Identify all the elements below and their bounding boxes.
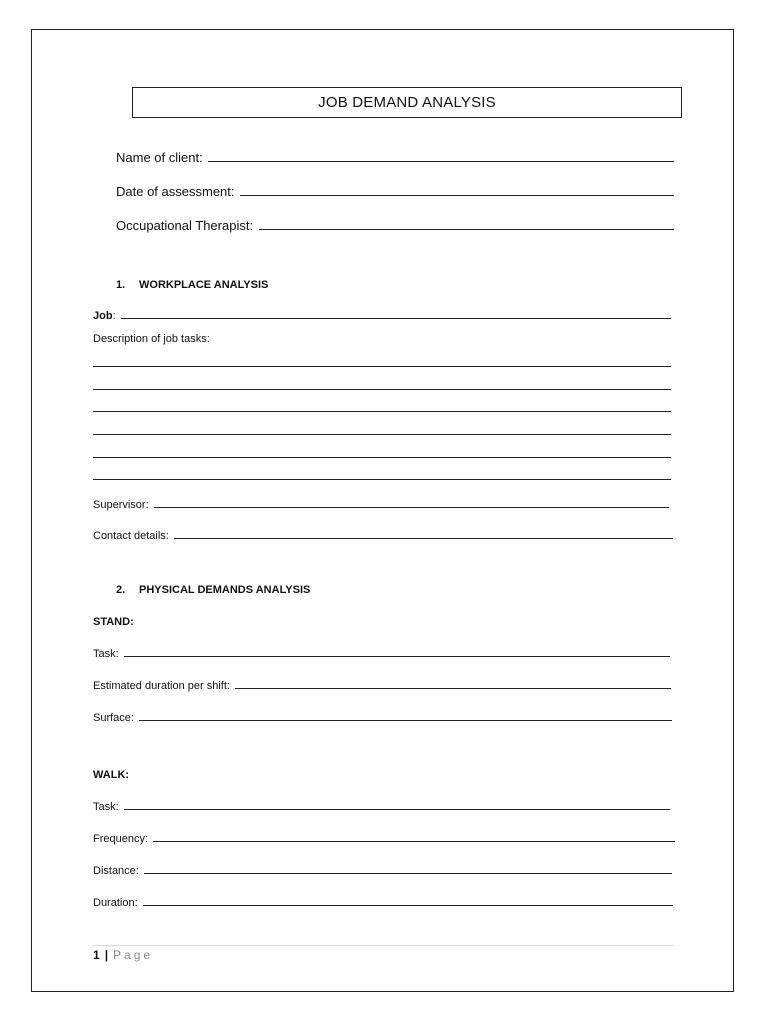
walk-duration-field[interactable] xyxy=(93,897,673,909)
stand-duration-line[interactable] xyxy=(235,688,671,689)
section-1-heading xyxy=(116,279,268,291)
footer-divider xyxy=(93,945,674,946)
section-2-title: PHYSICAL DEMANDS ANALYSIS xyxy=(139,584,311,596)
walk-frequency-label: Frequency: xyxy=(93,833,152,845)
page-word: Page xyxy=(113,948,154,962)
job-label: Job xyxy=(93,310,113,322)
walk-heading: WALK: xyxy=(93,769,130,781)
job-description-line[interactable] xyxy=(93,479,671,480)
stand-task-label: Task: xyxy=(93,648,122,660)
walk-task-line[interactable] xyxy=(124,809,670,810)
walk-distance-label: Distance: xyxy=(93,865,142,877)
section-2-number: 2. xyxy=(116,584,126,596)
contact-details-line[interactable] xyxy=(174,538,673,539)
assessment-date-line[interactable] xyxy=(240,195,674,196)
page-footer xyxy=(93,948,153,962)
stand-surface-line[interactable] xyxy=(139,720,672,721)
job-colon: : xyxy=(112,310,119,322)
stand-surface-field[interactable] xyxy=(93,712,672,724)
walk-duration-line[interactable] xyxy=(143,905,673,906)
contact-details-field[interactable] xyxy=(93,530,673,542)
stand-duration-field[interactable] xyxy=(93,680,671,692)
walk-frequency-field[interactable] xyxy=(93,833,675,845)
job-description-line[interactable] xyxy=(93,411,671,412)
supervisor-line[interactable] xyxy=(154,507,669,508)
therapist-field[interactable] xyxy=(116,218,674,233)
contact-details-label: Contact details: xyxy=(93,530,172,542)
client-name-field[interactable] xyxy=(116,150,674,165)
stand-surface-label: Surface: xyxy=(93,712,138,724)
document-title: JOB DEMAND ANALYSIS xyxy=(318,94,496,111)
assessment-date-label: Date of assessment: xyxy=(116,184,239,199)
job-field[interactable] xyxy=(93,310,671,322)
job-description-line[interactable] xyxy=(93,366,671,367)
document-title-box xyxy=(132,87,682,118)
job-description-line[interactable] xyxy=(93,457,671,458)
page-number: 1 xyxy=(93,948,100,962)
supervisor-field[interactable] xyxy=(93,499,669,511)
walk-task-field[interactable] xyxy=(93,801,670,813)
job-description-line[interactable] xyxy=(93,434,671,435)
walk-frequency-line[interactable] xyxy=(153,841,675,842)
stand-task-field[interactable] xyxy=(93,648,670,660)
client-name-line[interactable] xyxy=(208,161,674,162)
page-separator: | xyxy=(104,948,109,962)
stand-task-line[interactable] xyxy=(124,656,670,657)
stand-heading: STAND: xyxy=(93,616,134,628)
job-line[interactable] xyxy=(121,318,671,319)
walk-task-label: Task: xyxy=(93,801,122,813)
walk-duration-label: Duration: xyxy=(93,897,141,909)
job-description-line[interactable] xyxy=(93,389,671,390)
section-1-title: WORKPLACE ANALYSIS xyxy=(139,279,269,291)
assessment-date-field[interactable] xyxy=(116,184,674,199)
section-2-heading xyxy=(116,584,310,596)
client-name-label: Name of client: xyxy=(116,150,207,165)
therapist-line[interactable] xyxy=(259,229,674,230)
supervisor-label: Supervisor: xyxy=(93,499,152,511)
job-description-label: Description of job tasks: xyxy=(93,333,210,345)
walk-distance-line[interactable] xyxy=(144,873,672,874)
stand-duration-label: Estimated duration per shift: xyxy=(93,680,234,692)
section-1-number: 1. xyxy=(116,279,126,291)
therapist-label: Occupational Therapist: xyxy=(116,218,257,233)
walk-distance-field[interactable] xyxy=(93,865,672,877)
